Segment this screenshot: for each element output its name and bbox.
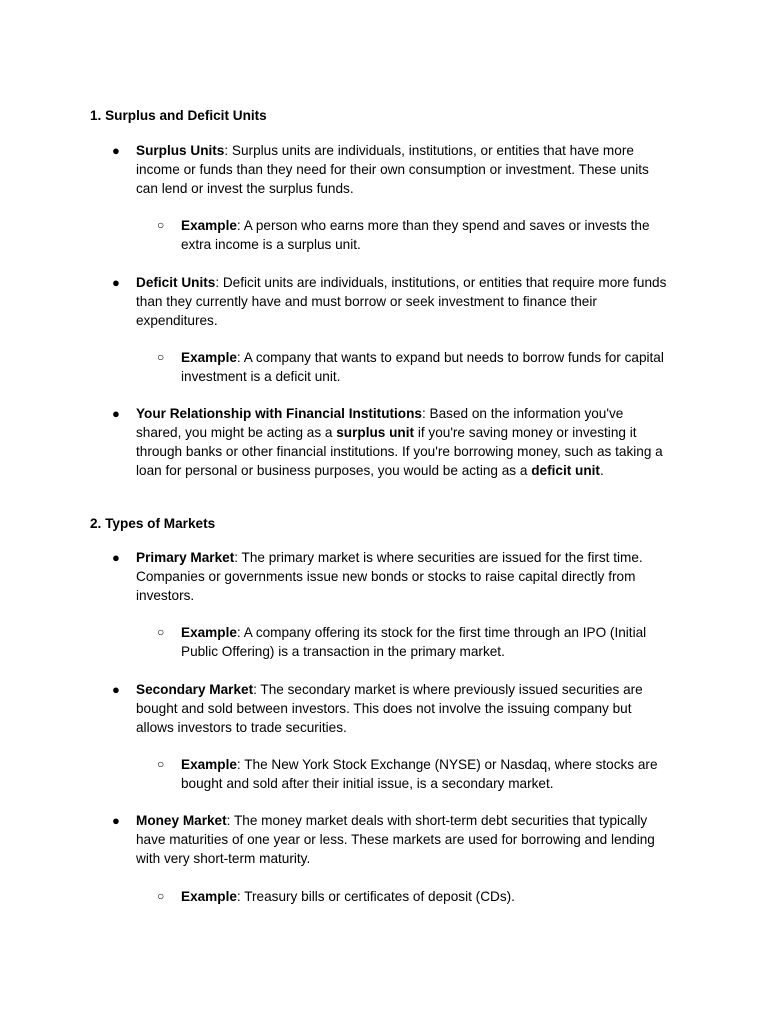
example-text (181, 887, 677, 906)
term-label: Money Market (136, 813, 227, 828)
example-label: Example (181, 757, 237, 772)
term-description: : Surplus units are individuals, institutions, or entities that have more income or funds than they need for their own consumption or investment. These units can lend or invest the surplus funds. (136, 143, 649, 196)
bullet-icon: ● (112, 406, 120, 421)
sub-bullet-icon: ○ (157, 889, 165, 903)
sub-bullet-icon: ○ (157, 350, 165, 364)
list-item-text (136, 811, 672, 868)
list-item (112, 141, 672, 198)
example-description: : A company offering its stock for the first time through an IPO (Initial Public Offering) is a transaction in the primary market. (181, 625, 647, 659)
example-item (157, 623, 677, 661)
example-text (181, 216, 677, 254)
term-description-part: if you're saving money or investing it through banks or other financial institutions. If you're borrowing money, such as taking a loan for personal or business purposes, you would be acting as a (136, 425, 663, 478)
example-item (157, 216, 677, 254)
list-item-text (136, 548, 672, 605)
list-item (112, 680, 672, 737)
emphasis-surplus-unit: surplus unit (336, 425, 415, 440)
term-description: : Deficit units are individuals, institutions, or entities that require more funds than they currently have and must borrow or seek investment to finance their expenditures. (136, 275, 667, 328)
example-label: Example (181, 625, 237, 640)
example-text (181, 348, 677, 386)
sub-bullet-icon: ○ (157, 218, 165, 232)
list-item (112, 811, 672, 868)
example-text (181, 755, 677, 793)
bullet-icon: ● (112, 275, 120, 290)
list-item (112, 404, 672, 480)
example-description: : The New York Stock Exchange (NYSE) or Nasdaq, where stocks are bought and sold after their initial issue, is a secondary market. (181, 757, 658, 791)
term-label: Deficit Units (136, 275, 216, 290)
bullet-icon: ● (112, 813, 120, 828)
sub-bullet-icon: ○ (157, 625, 165, 639)
list-item (112, 548, 672, 605)
example-item (157, 887, 677, 906)
example-description: : Treasury bills or certificates of deposit (CDs). (236, 889, 515, 904)
example-label: Example (181, 350, 237, 365)
bullet-icon: ● (112, 550, 120, 565)
term-description: : The secondary market is where previously issued securities are bought and sold between investors. This does not involve the issuing company but allows investors to trade securities. (136, 682, 643, 735)
term-description: : The primary market is where securities are issued for the first time. Companies or governments issue new bonds or stocks to raise capital directly from investors. (136, 550, 643, 603)
list-item-text (136, 680, 672, 737)
term-description-part: : Based on the information you've shared, you might be acting as a (136, 406, 624, 440)
bullet-icon: ● (112, 682, 120, 697)
emphasis-deficit-unit: deficit unit (531, 463, 600, 478)
term-label: Secondary Market (136, 682, 254, 697)
example-label: Example (181, 218, 237, 233)
term-label: Surplus Units (136, 143, 225, 158)
section-heading: 2. Types of Markets (90, 516, 216, 531)
list-item-text (136, 404, 672, 480)
sub-bullet-icon: ○ (157, 757, 165, 771)
example-text (181, 623, 677, 661)
example-description: : A person who earns more than they spend and saves or invests the extra income is a surplus unit. (181, 218, 650, 252)
example-item (157, 348, 677, 386)
term-label: Primary Market (136, 550, 235, 565)
list-item (112, 273, 672, 330)
bullet-icon: ● (112, 143, 120, 158)
term-description-part: . (599, 463, 604, 478)
term-description: : The money market deals with short-term debt securities that typically have maturities of one year or less. These markets are used for borrowing and lending with very short-term maturity. (136, 813, 655, 866)
example-label: Example (181, 889, 237, 904)
list-item-text (136, 141, 672, 198)
list-item-text (136, 273, 672, 330)
section-heading: 1. Surplus and Deficit Units (90, 108, 267, 123)
example-description: : A company that wants to expand but needs to borrow funds for capital investment is a deficit unit. (181, 350, 664, 384)
term-label: Your Relationship with Financial Institutions (136, 406, 422, 421)
example-item (157, 755, 677, 793)
